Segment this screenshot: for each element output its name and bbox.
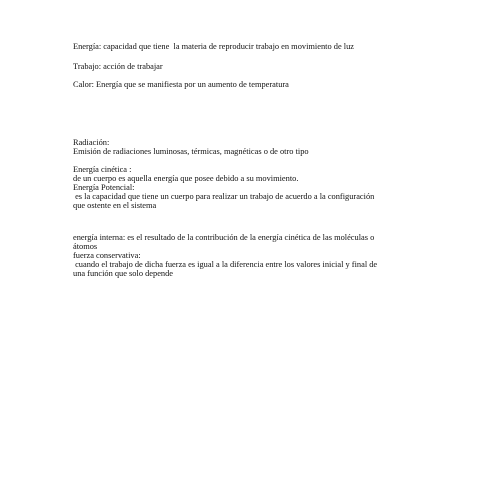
fuerza-conservativa-heading: fuerza conservativa:: [73, 251, 141, 260]
energia-cinetica-heading: Energía cinética :: [73, 165, 132, 174]
energia-interna-definition-line-2: átomos: [73, 242, 98, 251]
radiacion-definition: Emisión de radiaciones luminosas, térmicas, magnéticas o de otro tipo: [73, 147, 309, 156]
energia-potencial-definition-line-1: es la capacidad que tiene un cuerpo para realizar un trabajo de acuerdo a la configuración: [73, 192, 375, 201]
fuerza-conservativa-definition-line-2: una función que solo depende: [73, 269, 174, 278]
fuerza-conservativa-definition-line-1: cuando el trabajo de dicha fuerza es igual a la diferencia entre los valores inicial y final de: [73, 260, 378, 269]
calor-definition: Calor: Energía que se manifiesta por un aumento de temperatura: [73, 80, 289, 89]
radiacion-heading: Radiación:: [73, 138, 110, 147]
trabajo-definition: Trabajo: acción de trabajar: [73, 62, 163, 71]
energia-definition: Energía: capacidad que tiene la materia de reproducir trabajo en movimiento de luz: [73, 42, 354, 51]
energia-potencial-definition-line-2: que ostente en el sistema: [73, 201, 157, 210]
energia-cinetica-definition: de un cuerpo es aquella energía que posee debido a su movimiento.: [73, 174, 299, 183]
energia-potencial-heading: Energía Potencial:: [73, 183, 135, 192]
energia-interna-definition-line-1: energía interna: es el resultado de la contribución de la energía cinética de las moléculas o: [73, 233, 375, 242]
